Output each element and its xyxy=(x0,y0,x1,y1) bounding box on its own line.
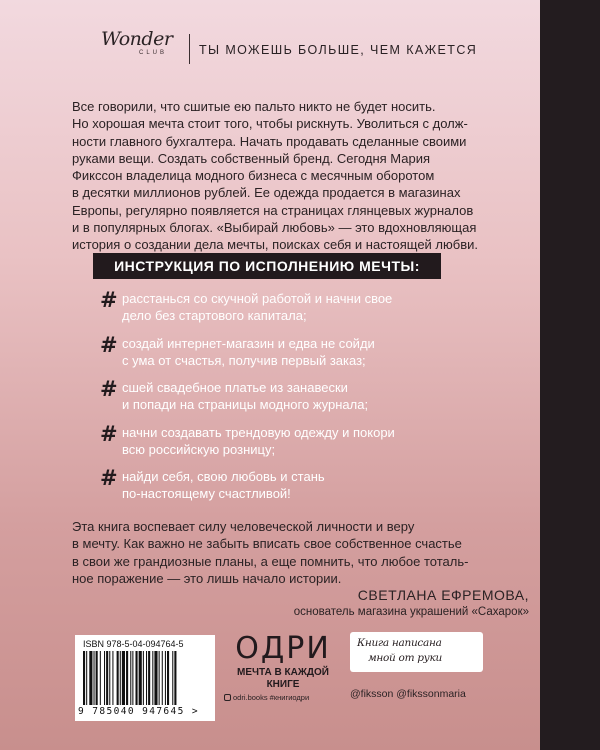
barcode-bar xyxy=(112,651,113,705)
barcode-bar xyxy=(104,651,105,705)
ean-digits: 9 785040 947645 > xyxy=(78,706,200,717)
list-item-text xyxy=(122,290,392,324)
barcode-bar xyxy=(172,651,173,705)
barcode-bar xyxy=(162,651,163,705)
list-item xyxy=(100,421,540,469)
barcode-bar xyxy=(146,651,147,705)
barcode-bar xyxy=(136,651,138,705)
instruction-list xyxy=(100,290,540,513)
barcode-bar xyxy=(86,651,87,705)
instagram-handles: @fiksson @fikssonmaria xyxy=(350,688,466,700)
list-item-line: всю российскую розницу; xyxy=(122,441,276,457)
series-tagline: ТЫ МОЖЕШЬ БОЛЬШЕ, ЧЕМ КАЖЕТСЯ xyxy=(199,43,478,57)
book-spine-edge xyxy=(540,0,600,750)
barcode-bar xyxy=(106,651,108,705)
list-item xyxy=(100,379,540,424)
intro-paragraph xyxy=(72,98,532,254)
barcode-bar xyxy=(174,651,176,705)
list-item-line: с ума от счастья, получив первый заказ; xyxy=(122,352,366,368)
outro-line: Эта книга воспевает силу человеческой личности и веру xyxy=(72,519,415,534)
author-name: СВЕТЛАНА ЕФРЕМОВА, xyxy=(357,587,529,603)
barcode-bar xyxy=(152,651,153,705)
publisher-slogan-line: КНИГЕ xyxy=(266,678,300,690)
publisher-slogan xyxy=(224,667,342,690)
outro-paragraph xyxy=(72,518,532,587)
instruction-heading-bar xyxy=(93,253,441,279)
publisher-social-text: odri.books #книгиодри xyxy=(233,693,310,702)
hash-icon: # xyxy=(100,466,118,490)
intro-line: история о создании дела мечты, поисках себя и настоящей любви. xyxy=(72,237,478,253)
barcode-bar xyxy=(148,651,150,705)
list-item-text xyxy=(122,335,375,369)
publisher-name: ОДРИ xyxy=(235,631,331,666)
barcode-bar xyxy=(132,651,133,705)
barcode-bar xyxy=(117,651,119,705)
instagram-icon xyxy=(224,694,231,701)
publisher-logo xyxy=(224,633,342,690)
intro-line: Европы, регулярно появляется на страницах глянцевых журналов xyxy=(72,202,474,218)
barcode-bar xyxy=(126,651,128,705)
instruction-heading: ИНСТРУКЦИЯ ПО ИСПОЛНЕНИЮ МЕЧТЫ: xyxy=(114,258,420,274)
outro-line: в свои же грандиозные планы, а еще помнить, что любое тоталь- xyxy=(72,553,469,569)
list-item xyxy=(100,290,540,335)
intro-line: в десятки миллионов рублей. Ее одежда продается в магазинах xyxy=(72,185,461,201)
barcode-bar xyxy=(143,651,144,705)
list-item-text xyxy=(122,379,368,413)
author-role: основатель магазина украшений «Сахарок» xyxy=(293,606,529,618)
hash-icon: # xyxy=(100,332,118,357)
logo-divider xyxy=(189,34,190,64)
barcode-bar xyxy=(94,651,95,705)
intro-line: руками вещи. Создать собственный бренд. Сегодня Мария xyxy=(72,150,431,166)
intro-line: ности главного бухгалтера. Начать продавать сделанные своими xyxy=(72,133,467,149)
handwritten-badge xyxy=(350,632,483,672)
barcode-block xyxy=(75,635,215,721)
intro-line: Все говорили, что сшитые ею пальто никто не будет носить. xyxy=(72,99,436,114)
hash-icon: # xyxy=(100,288,118,312)
outro-line: в мечту. Как важно не забыть вписать свое собственное счастье xyxy=(72,536,462,552)
hash-icon: # xyxy=(100,421,118,446)
barcode-bar xyxy=(139,651,142,705)
list-item-text xyxy=(122,468,325,502)
barcode-bar xyxy=(120,651,121,705)
wonder-club-logo xyxy=(101,28,186,72)
handwritten-line: Книга написана xyxy=(357,637,442,649)
publisher-slogan-line: МЕЧТА В КАЖДОЙ xyxy=(237,667,329,678)
barcode-icon xyxy=(81,651,209,705)
list-item xyxy=(100,468,540,513)
list-item-line: по-настоящему счастливой! xyxy=(122,486,291,501)
isbn-number: ISBN 978-5-04-094764-5 xyxy=(83,639,184,649)
list-item-line: создай интернет-магазин и едва не сойди xyxy=(122,335,375,351)
list-item-text xyxy=(122,424,395,458)
publisher-social xyxy=(224,693,309,702)
barcode-bar xyxy=(89,651,92,705)
barcode-bar xyxy=(167,651,169,705)
barcode-bar xyxy=(83,651,85,705)
barcode-bar xyxy=(109,651,110,705)
outro-line: ное поражение — это лишь начало истории. xyxy=(72,570,342,586)
barcode-bar xyxy=(154,651,157,705)
list-item-line: найди себя, свою любовь и стань xyxy=(122,469,325,484)
barcode-bar xyxy=(122,651,125,705)
barcode-bar xyxy=(96,651,98,705)
handwritten-line: мной от руки xyxy=(368,652,442,664)
barcode-bar xyxy=(165,651,166,705)
list-item-line: дело без стартового капитала; xyxy=(122,308,307,323)
barcode-bar xyxy=(130,651,131,705)
list-item-line: начни создавать трендовую одежду и покори xyxy=(122,424,395,440)
hash-icon: # xyxy=(100,377,118,401)
list-item-line: расстанься со скучной работой и начни свое xyxy=(122,291,393,306)
barcode-bar xyxy=(159,651,160,705)
intro-line: и в популярных блогах. «Выбирай любовь» — это вдохновляющая xyxy=(72,220,477,236)
logo-text: Wonder xyxy=(101,28,173,50)
intro-line: Но хорошая мечта стоит того, чтобы рискнуть. Уволиться с долж- xyxy=(72,116,468,132)
barcode-bar xyxy=(100,651,101,705)
list-item-line: и попади на страницы модного журнала; xyxy=(122,397,369,412)
intro-line: Фиксcон владелица модного бизнеса с месячным оборотом xyxy=(72,168,435,184)
list-item xyxy=(100,332,540,380)
list-item-line: сшей свадебное платье из занавески xyxy=(122,380,348,395)
logo-sub: CLUB xyxy=(139,50,168,56)
